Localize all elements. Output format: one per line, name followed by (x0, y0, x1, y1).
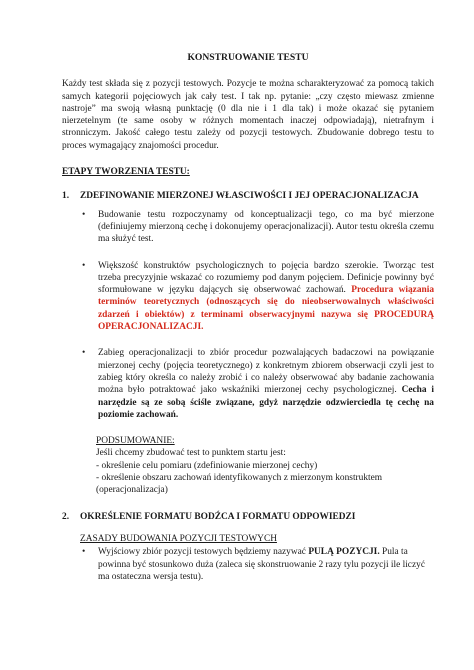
step-1-bullet-3-text (98, 347, 434, 421)
step-1-heading (62, 190, 434, 202)
bullet-2-highlight-text: Procedura wiązania terminów teoretycznych (odnoszących się do nieobserwowalnych właściwości zdarzeń i obiektów) z terminami obserwacyjnymi nazywa się PROCEDURĄ OPERACJONALIZACJI. (98, 285, 435, 333)
step-1-list (80, 209, 434, 421)
summary-block (96, 435, 434, 496)
bullet-icon: • (82, 547, 86, 558)
step-1-bullet-1-text: Budowanie testu rozpoczynamy od konceptualizacji tego, co ma być mierzone (definiujemy mierzoną cechę i dokonujemy operacjonalizacji). Autor testu określa czemu ma służyć test. (98, 209, 434, 245)
step-2-bullet-1-text (98, 546, 434, 583)
summary-line: Jeśli chcemy zbudować test to punktem startu jest: (96, 448, 286, 459)
step-1-number: 1. (62, 191, 70, 202)
step-2-title: OKREŚLENIE FORMATU BODŹCA I FORMATU ODPOWIEDZI (80, 511, 356, 522)
document-title: KONSTRUOWANIE TESTU (187, 52, 309, 63)
section-title: ETAPY TWORZENIA TESTU: (62, 167, 190, 178)
step-2-subheading: ZASADY BUDOWANIA POZYCJI TESTOWYCH (80, 533, 277, 544)
list-item (80, 209, 434, 246)
bullet-icon: • (82, 348, 86, 359)
step-1-bullet-2-text (98, 260, 434, 334)
step-2-bullet-plain-text: Wyjściowy zbiór pozycji testowych będziemy nazywać (98, 547, 306, 558)
list-item (80, 546, 434, 583)
step-2-list (80, 546, 434, 583)
summary-line: - określenie celu pomiaru (zdefiniowanie mierzonej cechy) (96, 460, 318, 471)
bullet-3-bold-text: Cecha i narzędzie są ze sobą ściśle związane, gdyż narzędzie odzwierciedla tę cechę na poziomie zachowań. (98, 385, 435, 420)
step-2-bullet-bold-text: PULĄ POZYCJI. (308, 547, 380, 558)
step-2-number: 2. (62, 511, 70, 522)
step-1-title: ZDEFINOWANIE MIERZONEJ WŁASCIWOŚCI I JEJ OPERACJONALIZACJA (80, 191, 419, 202)
step-2-heading (62, 511, 434, 523)
intro-paragraph: Każdy test składa się z pozycji testowych. Pozycje te można scharakteryzować za pomocą takich samych kategorii pojęciowych jak cały test. I tak np. pytanie: „czy często miewasz zmienne nastroje” ma swoją własną punktację (0 dla nie i 1 dla tak) i może okazać się pytaniem nierzetelnym (te same osoby w różnych momentach inaczej odpowiadają), nietrafnym i stronniczym. Jakość całego testu zależy od pozycji testowych. Zbudowanie dobrego testu to proces wymagający znajomości procedur. (62, 79, 434, 151)
list-item (80, 347, 434, 421)
bullet-icon: • (82, 260, 86, 271)
summary-title: PODSUMOWANIE: (96, 436, 175, 447)
list-item (80, 260, 434, 334)
bullet-3-plain-text: Zabieg operacjonalizacji to zbiór procedur pozwalających badaczowi na powiązanie mierzonej cechy (pojęcia teoretycznego) z konkretnym zbiorem obserwacji czyli jest to zabieg który określa co należy zrobić i co należy obserwować aby badanie zachowania można było potraktować jako wskaźniki mierzonej cechy psychologicznej. (98, 348, 434, 396)
summary-line: - określenie obszaru zachowań identyfikowanych z mierzonym konstruktem (operacjonalizacja) (96, 473, 383, 496)
step-2-bullet-rest-text: Pula ta powinna być stosunkowo duża (zaleca się skonstruowanie 2 razy tylu pozycji ile liczyć ma ostateczna wersja testu). (98, 547, 425, 582)
bullet-icon: • (82, 209, 86, 220)
bullet-2-plain-text: Większość konstruktów psychologicznych to pojęcia bardzo szerokie. Tworząc test trzeba precyzyjnie wskazać co rozumiemy pod danym pojęciem. Definicje powinny być sformułowane w języku dających się obserwować zachowań. (98, 260, 434, 296)
